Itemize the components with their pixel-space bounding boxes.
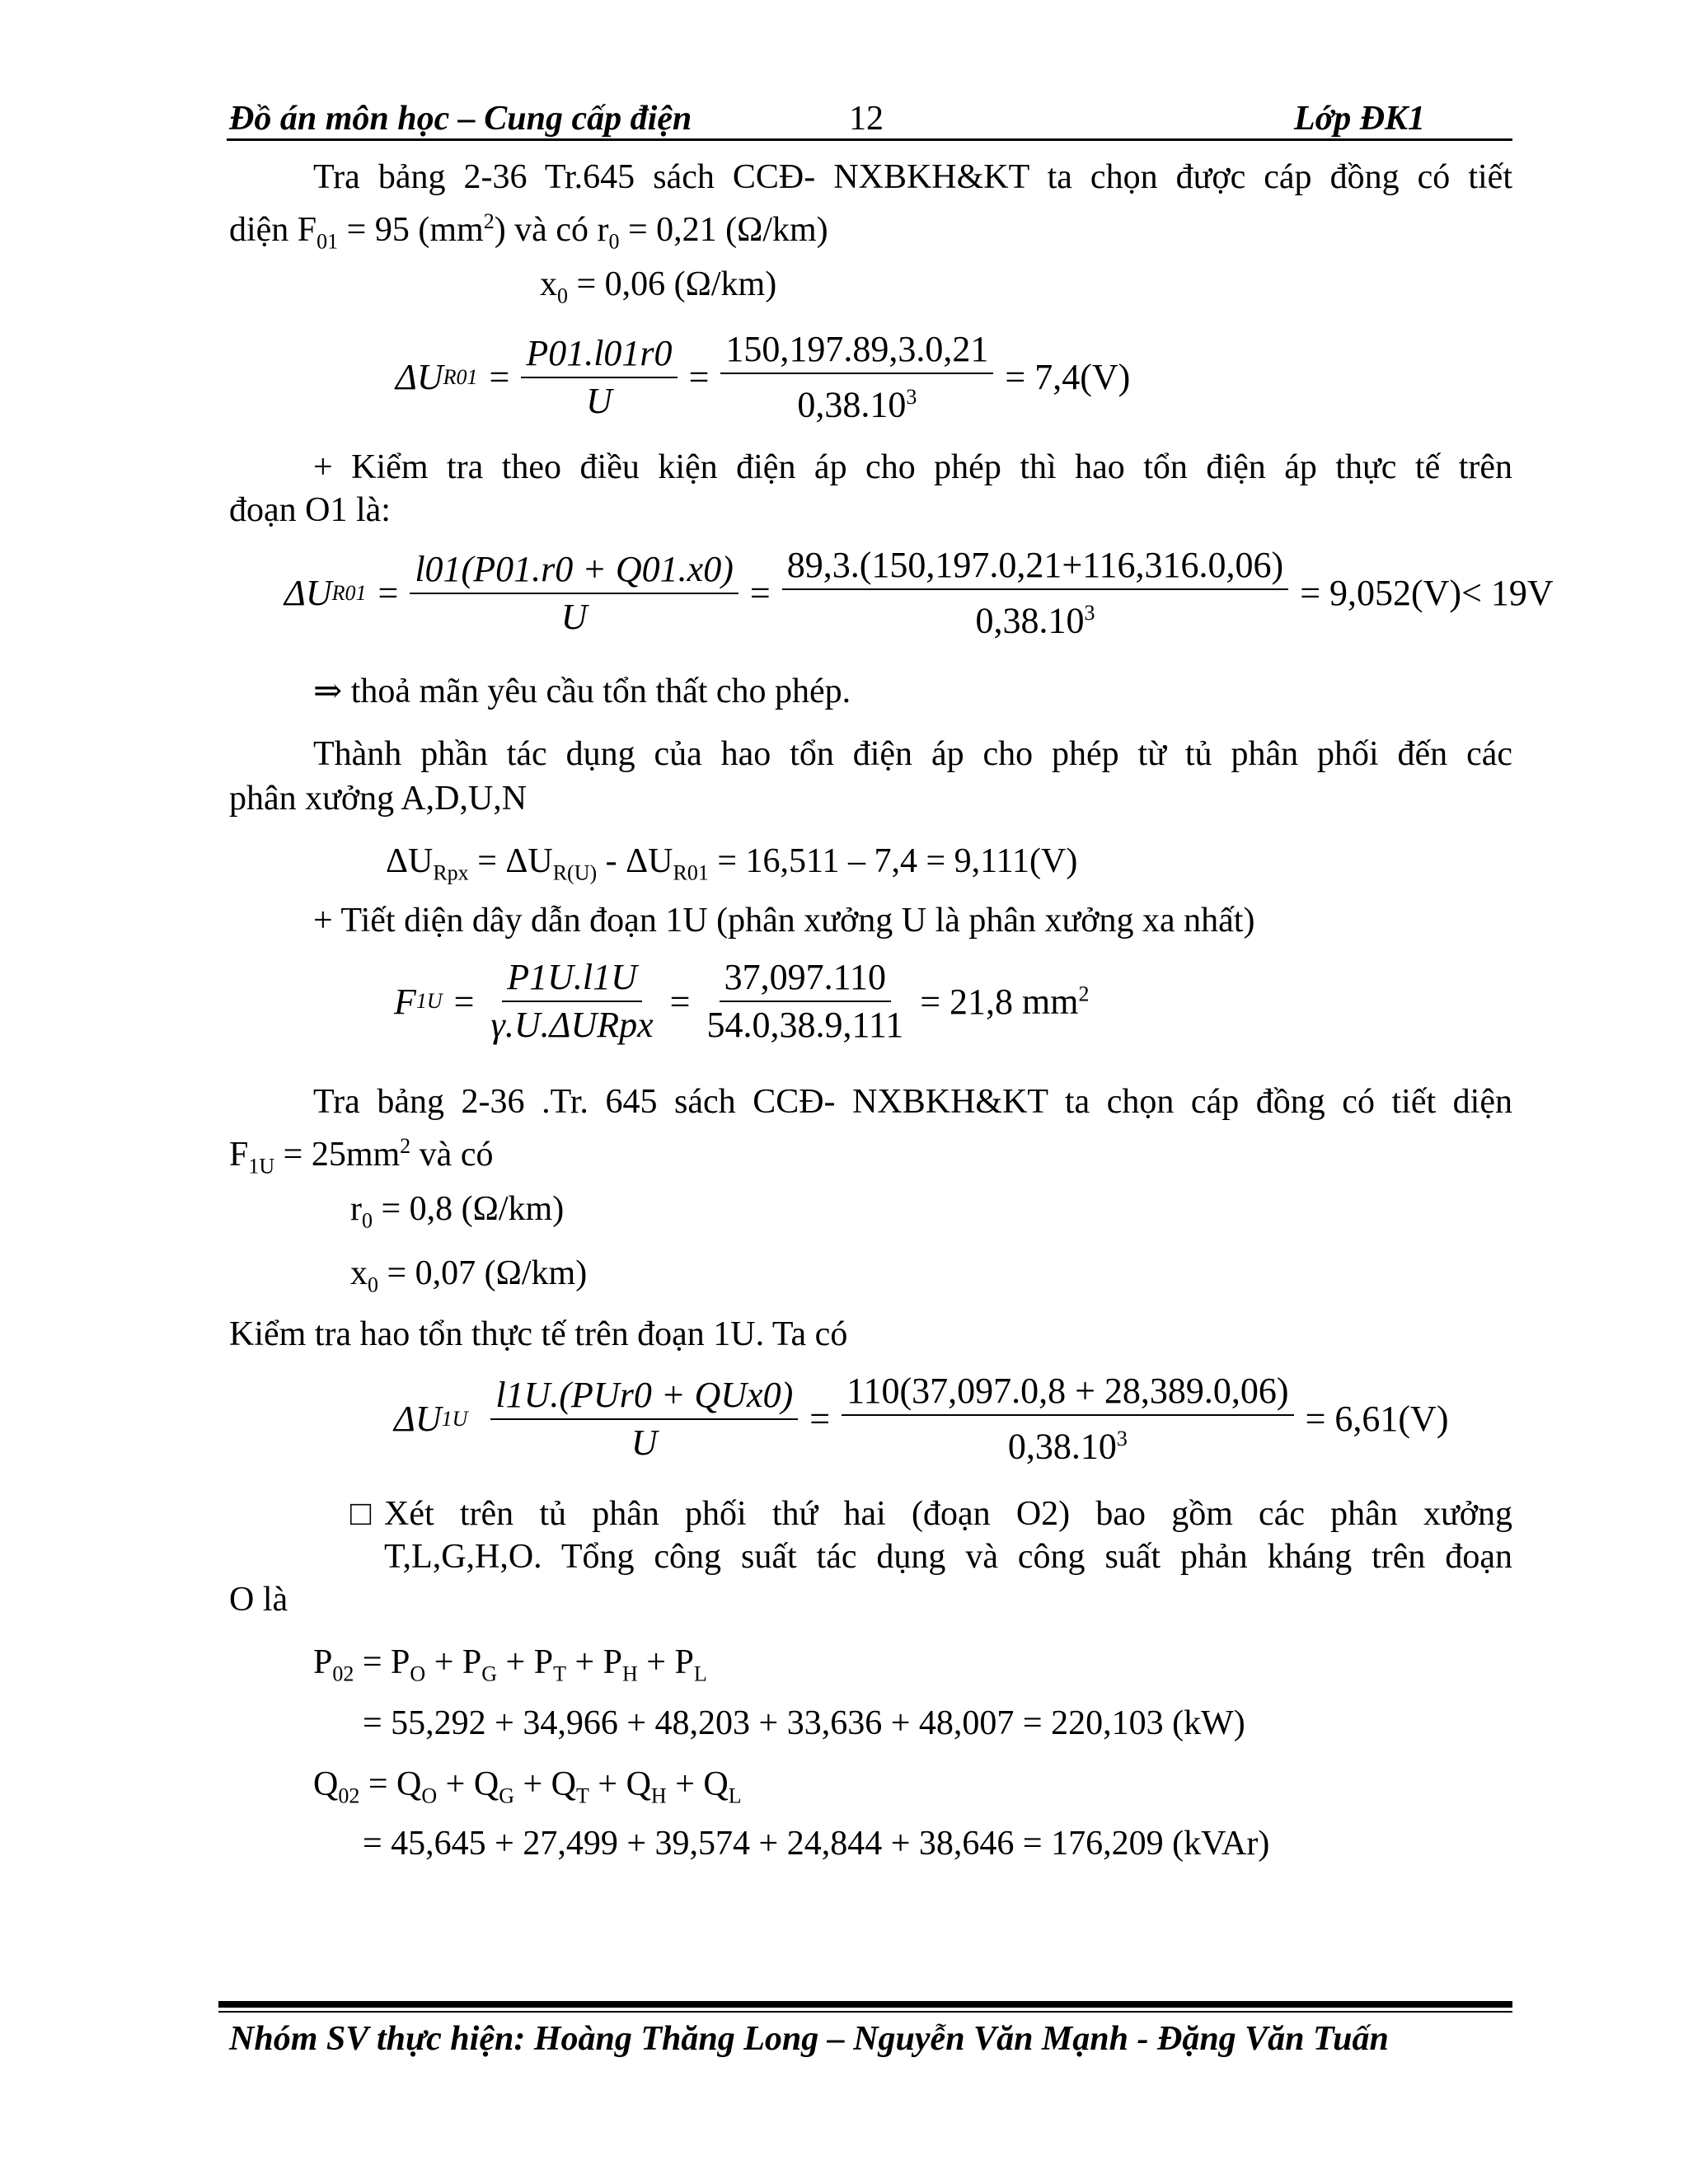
- x0-line: $x_0 = 0,06$ (Ω/km): [540, 265, 777, 308]
- p3-line1: ⇒ thoả mãn yêu cầu tổn thất cho phép.: [313, 673, 851, 710]
- bullet-icon: □: [350, 1495, 372, 1533]
- footer-rule-thick: [218, 2001, 1512, 2008]
- equation-5: ΔU 1U $\frac{\text{l1U.(PUr0 + QUx0)}}{U}$ = $\frac{110(37,097.0,8 + 28,389.0,06)}{0,38.10^3}$ = 6,61(V): [394, 1371, 1449, 1467]
- p5-line1: + Tiết diện dây dẫn đoạn 1U (phân xưởng U là phân xưởng xa nhất): [313, 902, 1255, 940]
- p6-line2: $F_{1U} = 25mm^2$ và có: [229, 1134, 494, 1179]
- p02-line1: $P_{02} = P_O + P_G + P_T + P_H + P_L$: [313, 1643, 707, 1686]
- p02-line2: = 55,292 + 34,966 + 48,203 + 33,636 + 48,007 = 220,103 (kW): [363, 1704, 1245, 1742]
- footer-text: Nhóm SV thực hiện: Hoàng Thăng Long – Nguyễn Văn Mạnh - Đặng Văn Tuấn: [229, 2020, 1389, 2058]
- q02-line1: $Q_{02} = Q_O + Q_G + Q_T + Q_H + Q_L$: [313, 1765, 742, 1808]
- x0-line-2: $x_0 = 0,07$ (Ω/km): [350, 1254, 588, 1297]
- r0-line: $r_0 = 0,8$ (Ω/km): [350, 1190, 565, 1233]
- p2-line1: + Kiểm tra theo điều kiện điện áp cho phép thì hao tổn điện áp thực tế trên: [313, 448, 1512, 486]
- header-right: Lớp ĐK1: [1294, 100, 1426, 138]
- page-number: 12: [849, 100, 884, 138]
- equation-2: ΔU R01 = $\frac{l01(P01.r0 + Q01.x0)}{U}$ = $\frac{89,3.(150,197.0,21+116,316.0,06)}{0,38.10^3}$ = 9,052(V)< 19V: [284, 545, 1554, 641]
- p1-line2: diện $F_{01} = 95$ $(mm^2)$ và có $r_0 = 0,21$ (Ω/km): [229, 209, 828, 254]
- equation-1: ΔU R01 = $\frac{P01.l01r0}{U}$ = $\frac{150,197.89,3.0,21}{0,38.10^3}$ = 7,4(V): [396, 329, 1131, 425]
- q02-line2: = 45,645 + 27,499 + 39,574 + 24,844 + 38,646 = 176,209 (kVAr): [363, 1825, 1270, 1863]
- p4-line2: phân xưởng A,D,U,N: [229, 780, 528, 818]
- p8-line1: Xét trên tủ phân phối thứ hai (đoạn O2) bao gồm các phân xưởng: [384, 1495, 1512, 1533]
- p8-line3: O là: [229, 1581, 288, 1619]
- footer-rule-thin: [218, 2011, 1512, 2013]
- p7-line1: Kiểm tra hao tổn thực tế trên đoạn 1U. Ta có: [229, 1315, 848, 1353]
- p2-line2: đoạn O1 là:: [229, 491, 391, 529]
- equation-4: F 1U = $\frac{P1U.l1U}{\text{γ.U.ΔURpx}}$ = $\frac{37,097.110}{54.0,38.9,111}$ = 21,8 $mm^2$: [394, 957, 1090, 1045]
- header-rule: [227, 138, 1512, 141]
- p8-line2: T,L,G,H,O. Tổng công suất tác dụng và công suất phản kháng trên đoạn: [384, 1538, 1512, 1576]
- equation-3: $\Delta U_{Rpx} = \Delta U_{R(U)} - \Delta U_{R01} = 16,511 - 7,4 = 9,111(V)$: [386, 842, 1078, 885]
- p1-line1: Tra bảng 2-36 Tr.645 sách CCĐ- NXBKH&KT ta chọn được cáp đồng có tiết: [313, 158, 1512, 196]
- header-left: Đồ án môn học – Cung cấp điện: [229, 100, 692, 138]
- p4-line1: Thành phần tác dụng của hao tổn điện áp cho phép từ tủ phân phối đến các: [313, 735, 1512, 773]
- p6-line1: Tra bảng 2-36 .Tr. 645 sách CCĐ- NXBKH&KT ta chọn cáp đồng có tiết diện: [313, 1083, 1512, 1121]
